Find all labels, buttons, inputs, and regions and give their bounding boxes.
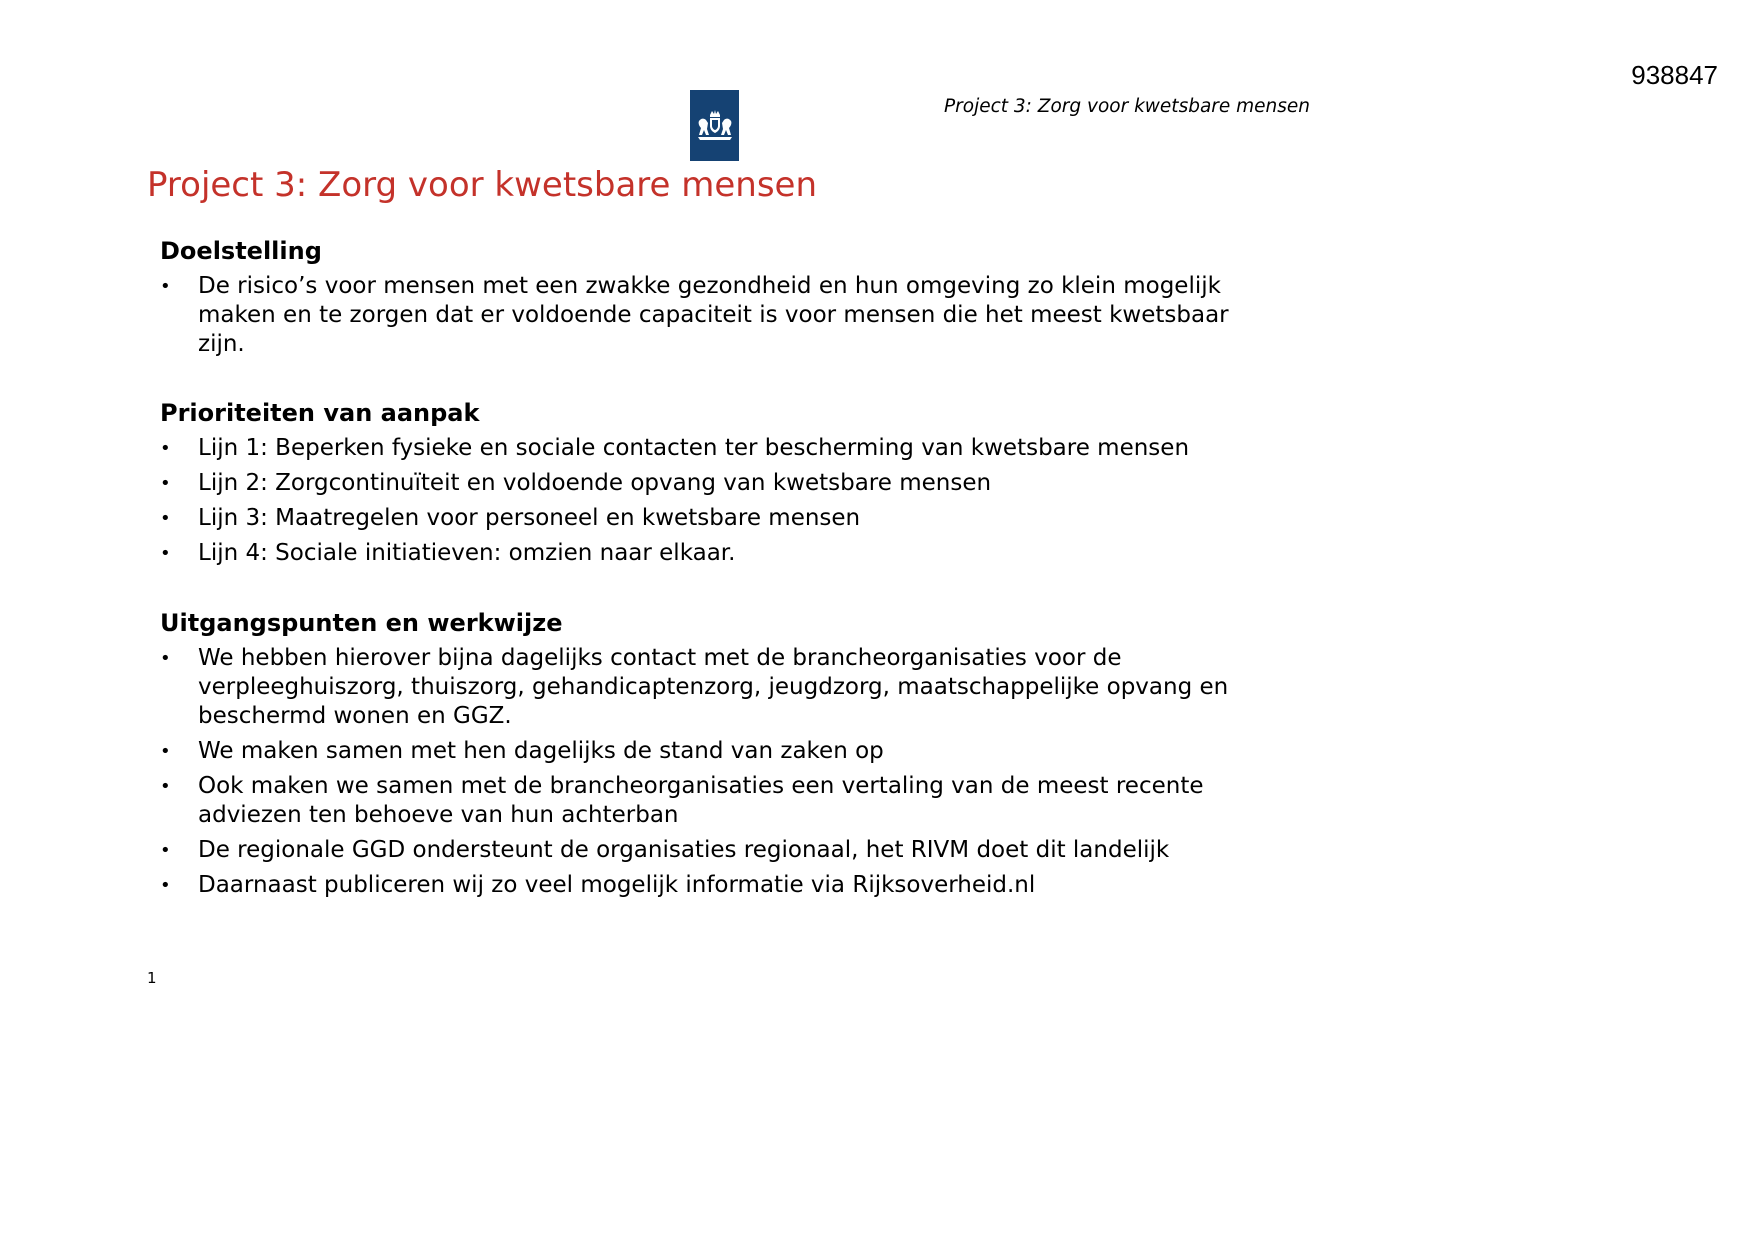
bullet-icon: • — [160, 741, 171, 762]
section-heading: Doelstelling — [160, 237, 322, 265]
section-heading: Prioriteiten van aanpak — [160, 399, 480, 427]
list-item: • We maken samen met hen dagelijks de stand van zaken op — [160, 738, 884, 764]
bullet-list — [160, 434, 1260, 568]
coat-of-arms-icon — [695, 109, 735, 143]
section-prioriteiten — [160, 396, 1260, 574]
list-item: • Lijn 3: Maatregelen voor personeel en kwetsbare mensen — [160, 505, 861, 531]
section-uitgangspunten — [160, 606, 1260, 906]
page-title: Project 3: Zorg voor kwetsbare mensen — [147, 165, 818, 205]
running-header: Project 3: Zorg voor kwetsbare mensen — [944, 96, 1311, 117]
list-item: • Daarnaast publiceren wij zo veel mogelijk informatie via Rijksoverheid.nl — [160, 872, 1036, 898]
bullet-list — [160, 272, 1260, 359]
rijksoverheid-logo — [690, 90, 739, 161]
bullet-icon: • — [160, 508, 171, 529]
list-item: • Lijn 1: Beperken fysieke en sociale contacten ter bescherming van kwetsbare mensen — [160, 435, 1190, 461]
page-number: 1 — [147, 969, 157, 987]
bullet-icon: • — [160, 776, 171, 797]
list-item: • Lijn 4: Sociale initiatieven: omzien naar elkaar. — [160, 540, 736, 566]
list-item: • De risico’s voor mensen met een zwakke gezondheid en hun omgeving zo klein mogelijk maken en te zorgen dat er voldoende capaciteit is voor mensen die het meest kwetsbaar zijn. — [160, 273, 1229, 357]
bullet-icon: • — [160, 543, 171, 564]
list-item: • Ook maken we samen met de brancheorganisaties een vertaling van de meest recente adviezen ten behoeve van hun achterban — [160, 773, 1204, 828]
bullet-icon: • — [160, 438, 171, 459]
bullet-icon: • — [160, 473, 171, 494]
list-item: • Lijn 2: Zorgcontinuïteit en voldoende opvang van kwetsbare mensen — [160, 470, 992, 496]
document-id-number: 938847 — [1631, 60, 1718, 90]
bullet-icon: • — [160, 648, 171, 669]
bullet-icon: • — [160, 840, 171, 861]
bullet-icon: • — [160, 276, 171, 297]
section-doelstelling — [160, 234, 1260, 365]
section-heading: Uitgangspunten en werkwijze — [160, 609, 563, 637]
bullet-icon: • — [160, 875, 171, 896]
list-item: • We hebben hierover bijna dagelijks contact met de brancheorganisaties voor de verpleeghuiszorg, thuiszorg, gehandicaptenzorg, jeugdzorg, maatschappelijke opvang en beschermd wonen en GGZ. — [160, 645, 1229, 729]
bullet-list — [160, 644, 1260, 900]
list-item: • De regionale GGD ondersteunt de organisaties regionaal, het RIVM doet dit landelijk — [160, 837, 1170, 863]
